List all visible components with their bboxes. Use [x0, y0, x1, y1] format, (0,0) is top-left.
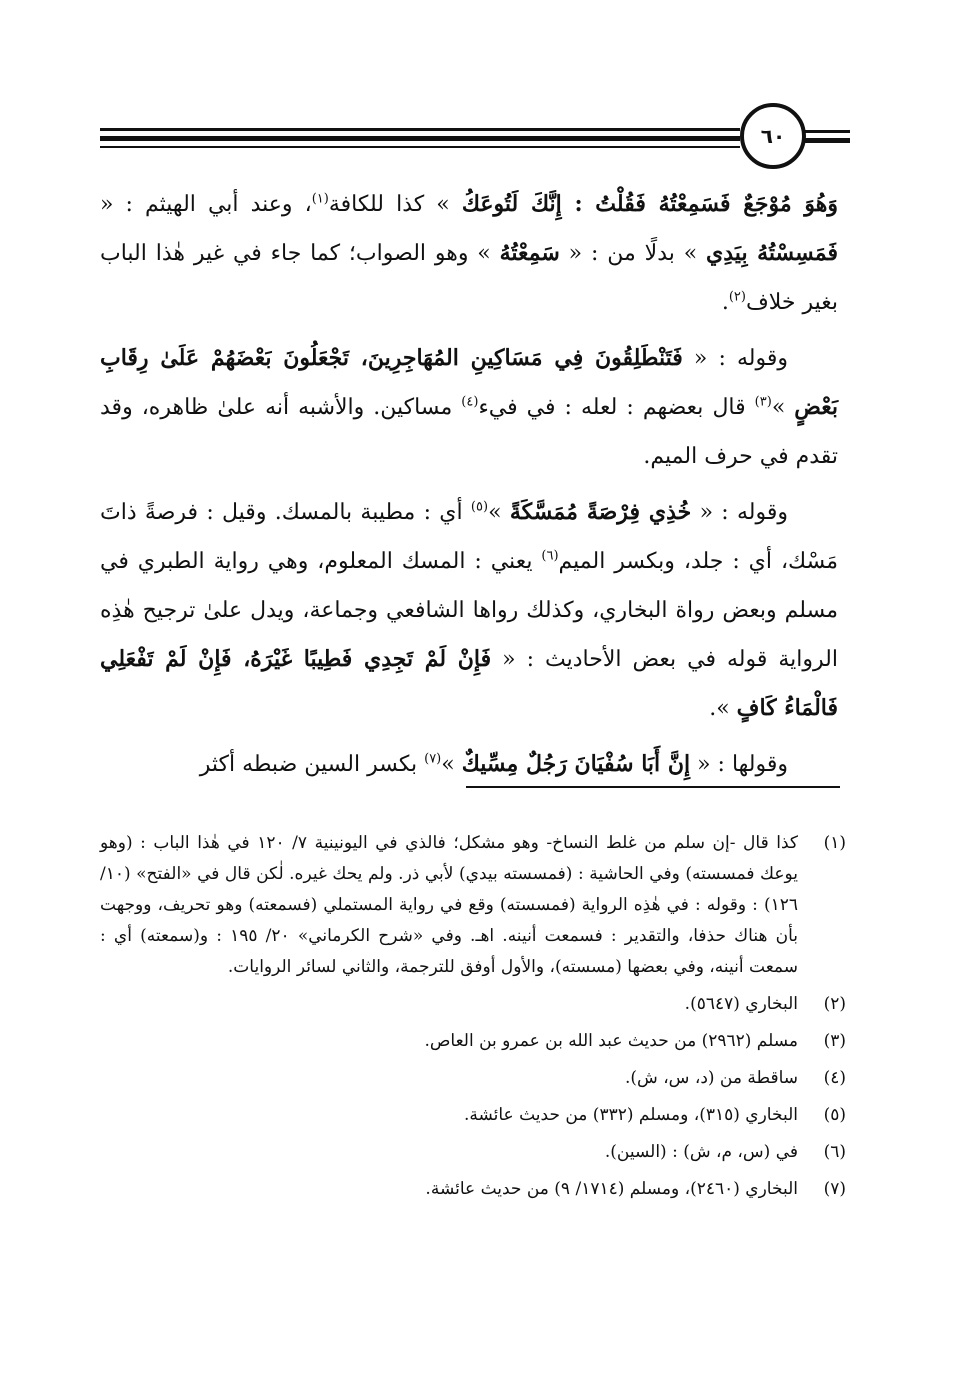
footnote	[100, 1100, 846, 1131]
footnote-separator	[466, 786, 840, 788]
footnote-ref: (٢)	[728, 289, 746, 305]
hadith-quote: فَمَسِسْتُهُ بِيَدِي	[706, 240, 839, 266]
hadith-quote: إِنَّ أَبَا سُفْيَانَ رَجُلٌ مِسِّيكٌ	[461, 751, 691, 777]
paragraph	[100, 740, 838, 789]
footnote-number: (٢)	[823, 994, 846, 1014]
footnote-ref: (٧)	[424, 751, 442, 767]
footnote	[100, 828, 846, 983]
footnote-text: البخاري (٥٦٤٧).	[684, 994, 798, 1014]
body-text: ».	[709, 696, 737, 721]
body-text: قال بعضهم : لعله : في فيء	[478, 395, 755, 420]
footnote-number: (٧)	[823, 1179, 846, 1199]
footnote-text: في (س، م، ش) : (السين).	[604, 1142, 798, 1162]
body-text: وقوله : «	[691, 500, 789, 525]
body-text: .	[721, 290, 729, 315]
footnote-ref: (٥)	[470, 499, 489, 515]
body-text: مساكين. والأشبه أنه علىٰ ظاهره، وقد تقدم في حرف الميم.	[100, 395, 838, 469]
body-text: » بدلًا من : «	[559, 241, 707, 266]
hadith-quote: خُذِي فِرْصَةً مُمَسَّكَةً	[509, 499, 692, 525]
footnote-number: (٥)	[823, 1105, 846, 1125]
body-text: » كذا للكافة	[328, 192, 462, 217]
footnote-ref: (٦)	[541, 548, 559, 564]
hadith-quote: فَتَنْطَلِقُونَ فِي مَسَاكِينِ المُهَاجِرِينَ، تَجْعَلُونَ بَعْضَهُمْ عَلَىٰ رِقَابِ بَعْضٍ	[100, 345, 838, 420]
footnote-number: (٦)	[823, 1142, 846, 1162]
header-rule-thick	[100, 136, 740, 141]
page-header	[100, 100, 850, 180]
footnote	[100, 1174, 846, 1205]
paragraph	[100, 488, 838, 733]
header-rule-right-top	[800, 130, 850, 133]
body-text: » وهو الصواب؛ كما جاء في غير هٰذا الباب بغير خلاف	[100, 241, 838, 315]
footnote-number: (١)	[823, 833, 846, 853]
header-rule-right-bottom	[800, 138, 850, 143]
footnote	[100, 1026, 846, 1057]
footnote	[100, 989, 846, 1020]
footnote-text: مسلم (٢٩٦٢) من حديث عبد الله بن عمرو بن العاص.	[424, 1031, 798, 1051]
body-text: »	[488, 500, 510, 525]
body-text: يعني : المسك المعلوم، وهي رواية الطبري في مسلم وبعض رواة البخاري، وكذلك رواها الشافعي وجماعة، ويدل علىٰ ترجيح هٰذِه الرواية قوله في بعض الأحاديث : «	[100, 549, 838, 672]
body-text: »	[771, 395, 795, 420]
footnote-ref: (٣)	[754, 394, 772, 410]
page-number: ٦٠	[740, 103, 806, 169]
body-text: وقولها : «	[690, 752, 788, 777]
main-text	[100, 180, 838, 789]
body-text: وقوله : «	[682, 346, 788, 371]
footnote-ref: (١)	[311, 191, 329, 207]
footnote-text: البخاري (٣١٥)، ومسلم (٣٣٢) من حديث عائشة.	[463, 1105, 798, 1125]
hadith-quote: وَهُوَ مُوْجَعٌ فَسَمِعْتُهُ فَقُلْتُ : إِنَّكَ لَتُوعَكُ	[461, 191, 839, 217]
hadith-quote: سَمِعْتُهُ	[499, 240, 560, 266]
paragraph	[100, 180, 838, 327]
body-text: بكسر السين ضبطه أكثر	[199, 752, 425, 777]
footnote-text: ساقطة من (د، س، ش).	[625, 1068, 798, 1088]
paragraph	[100, 334, 838, 481]
footnote-number: (٣)	[823, 1031, 846, 1051]
footnote	[100, 1137, 846, 1168]
body-text: ، وعند أبي الهيثم : «	[100, 192, 312, 217]
body-text: أي : مطيبة بالمسك. وقيل : فرصةً ذاتَ مَسْك، أي : جلد، وبكسر الميم	[100, 500, 838, 574]
footnote-number: (٤)	[823, 1068, 846, 1088]
footnote-ref: (٤)	[461, 394, 479, 410]
hadith-quote: فَإِنْ لَمْ تَجِدِي فَطِيبًا غَيْرَهُ، فَإِنْ لَمْ تَفْعَلِي فَالْمَاءُ كَافٍ	[100, 646, 838, 721]
footnote-text: كذا قال -إن سلم من غلط النساخ- وهو مشكل؛ فالذي في اليونينية ٧/ ١٢٠ في هٰذا الباب : (وهو يوعك فمسسته) وفي الحاشية : (فمسسته بيدي) لأبي ذر. ولم يحك غيره. لٰكن قال في «الفتح» (١٠/ ١٢٦) : وقوله : في هٰذِه الرواية (فمسسته) وقع في رواية المستملي (فسمعته) وهو تحريف، ووجهت بأن هناك حذفا، والتقدير : فسمعت أنينه. اهـ. وفي «شرح الكرماني» ٢٠/ ١٩٥ : و(سمعته) أي : سمعت أنينه، وفي بعضها (مسسته)، والأول أوفق للترجمة، والثاني لسائر الروايات.	[100, 833, 798, 977]
footnote-text: البخاري (٢٤٦٠)، ومسلم (١٧١٤/ ٩) من حديث عائشة.	[425, 1179, 798, 1199]
body-text: »	[441, 752, 462, 777]
header-rule-thin-top	[100, 128, 740, 131]
header-rule-thin-bottom	[100, 146, 740, 148]
footnotes	[100, 828, 846, 1211]
footnote	[100, 1063, 846, 1094]
